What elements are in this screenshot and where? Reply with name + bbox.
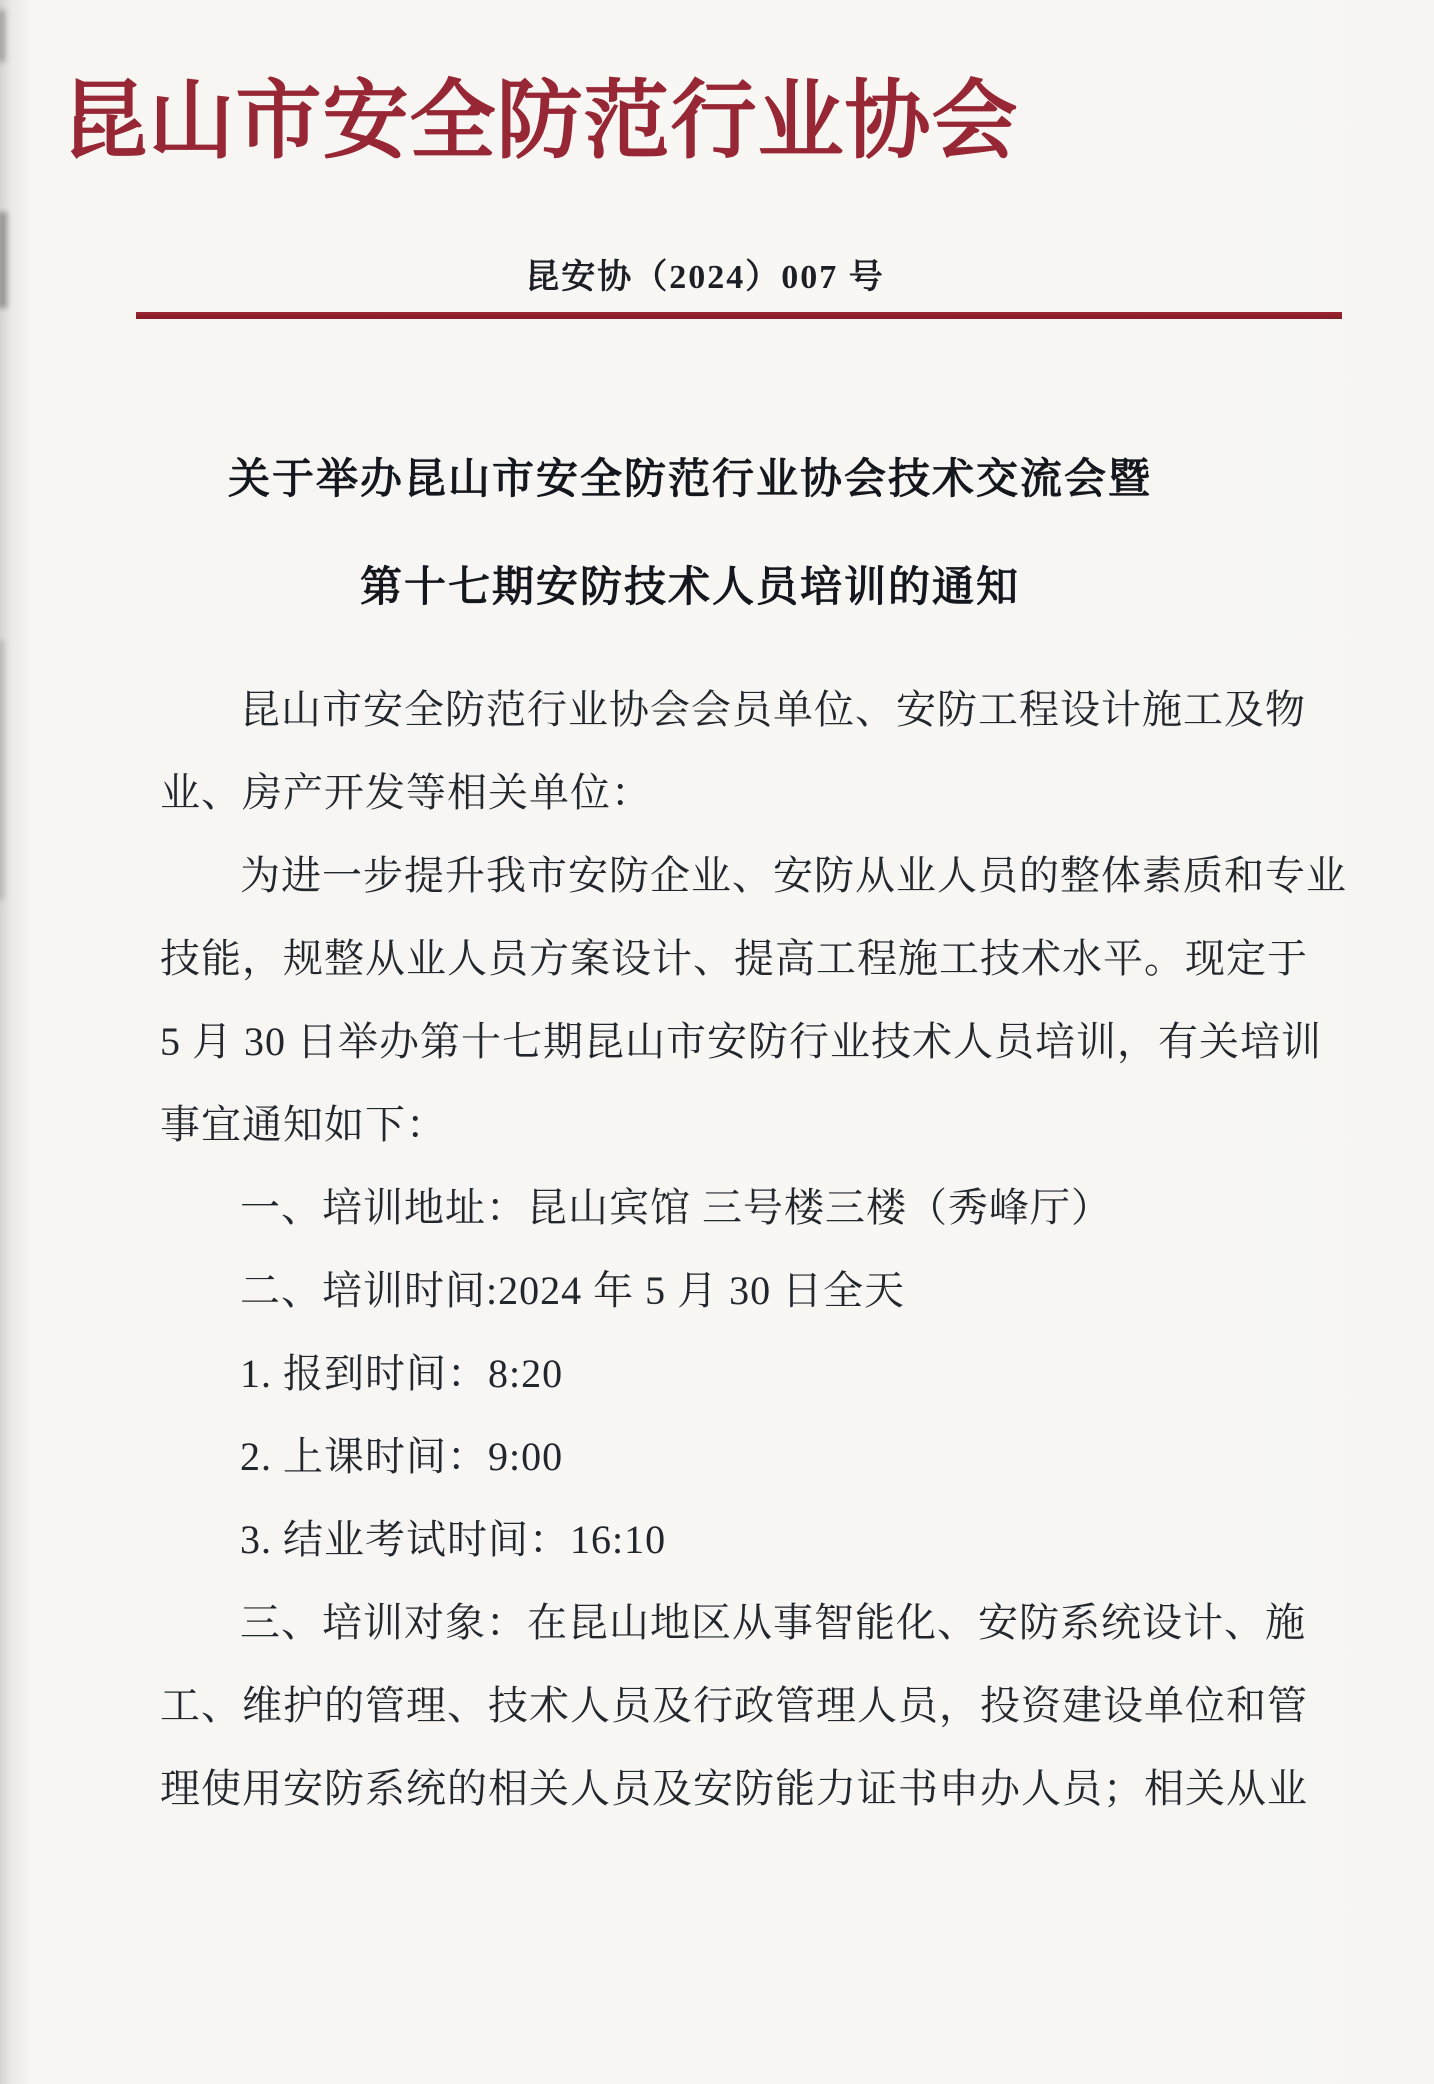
scan-edge-smudge (0, 640, 4, 900)
doc-number: 昆安协（2024）007 号 (525, 259, 885, 296)
body-line: 3. 结业考试时间：16:10 (240, 1517, 667, 1562)
notice-body (160, 668, 1347, 1830)
body-line: 昆山市安全防范行业协会会员单位、安防工程设计施工及物 (240, 687, 1306, 732)
body-line: 三、培训对象：在昆山地区从事智能化、安防系统设计、施 (240, 1600, 1306, 1645)
scan-edge-smudge (0, 10, 5, 62)
red-divider-rule (136, 312, 1342, 319)
body-line: 5 月 30 日举办第十七期昆山市安防行业技术人员培训，有关培训 (160, 1019, 1322, 1064)
body-line: 为进一步提升我市安防企业、安防从业人员的整体素质和专业 (240, 853, 1347, 898)
notice-title-line1: 关于举办昆山市安全防范行业协会技术交流会暨 (227, 455, 1152, 502)
body-line: 1. 报到时间：8:20 (240, 1351, 564, 1396)
body-line: 理使用安防系统的相关人员及安防能力证书申办人员；相关从业 (160, 1766, 1308, 1811)
body-line: 一、培训地址：昆山宾馆 三号楼三楼（秀峰厅） (240, 1185, 1112, 1230)
notice-title-line2: 第十七期安防技术人员培训的通知 (359, 563, 1020, 610)
org-title: 昆山市安全防范行业协会 (61, 73, 1019, 169)
body-line: 业、房产开发等相关单位： (160, 770, 652, 815)
body-line: 二、培训时间:2024 年 5 月 30 日全天 (240, 1268, 906, 1313)
body-line: 事宜通知如下： (160, 1102, 447, 1147)
body-line: 2. 上课时间：9:00 (240, 1434, 564, 1479)
body-line: 工、维护的管理、技术人员及行政管理人员，投资建设单位和管 (160, 1683, 1308, 1728)
body-line: 技能，规整从业人员方案设计、提高工程施工技术水平。现定于 (160, 936, 1308, 981)
